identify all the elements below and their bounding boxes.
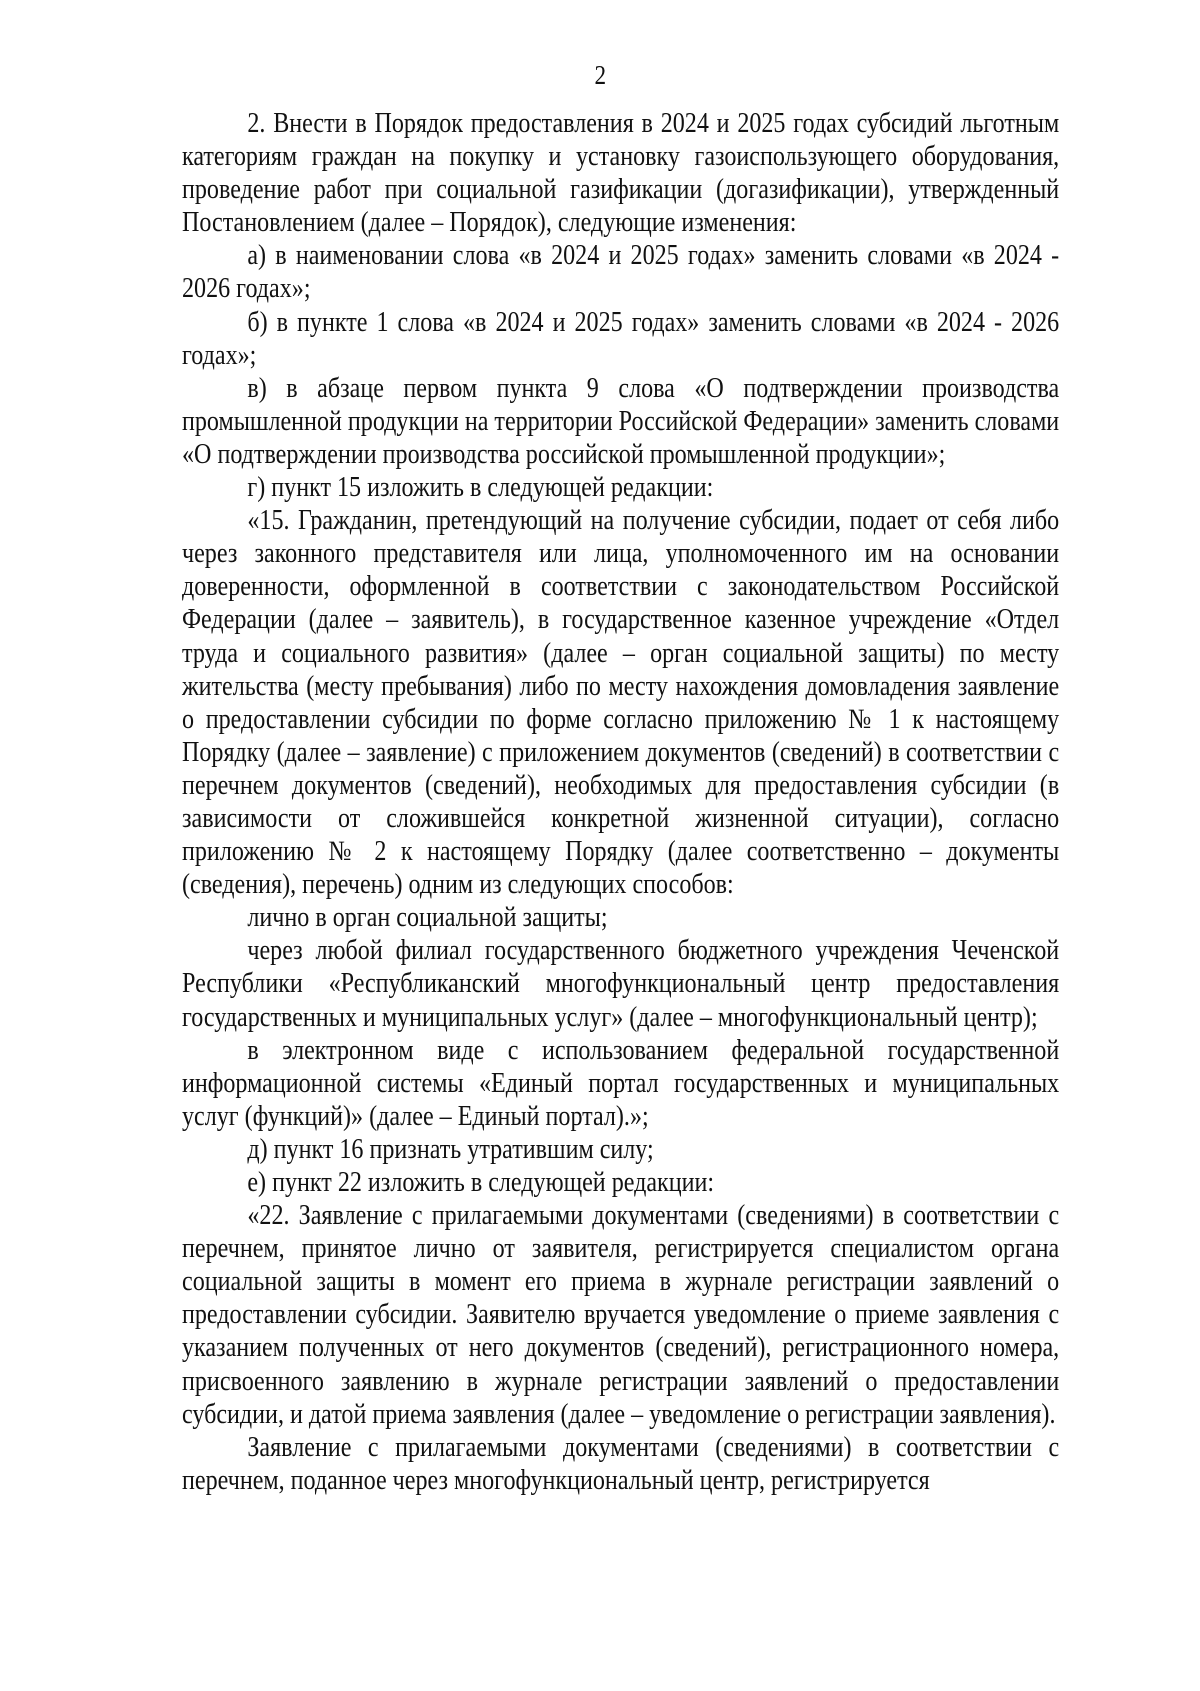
- paragraph-subitem-d: д) пункт 16 признать утратившим силу;: [247, 1133, 654, 1165]
- paragraph-mfc-registration: Заявление с прилагаемыми документами (сведениями) в соответствии с перечнем, поданное через многофункциональный центр, регистрируется: [182, 1431, 1060, 1496]
- paragraph-method-mfc: через любой филиал государственного бюджетного учреждения Чеченской Республики «Республиканский многофункциональный центр предоставления государственных и муниципальных услуг» (далее – многофункциональный центр);: [182, 935, 1060, 1033]
- paragraph-subitem-a: а) в наименовании слова «в 2024 и 2025 годах» заменить словами «в 2024 - 2026 годах»;: [182, 240, 1060, 305]
- paragraph-point-15: «15. Гражданин, претендующий на получение субсидии, подает от себя либо через законного представителя или лица, уполномоченного им на основании доверенности, оформленной в соответствии с законодательством Российской Федерации (далее – заявитель), в государственное казенное учреждение «Отдел труда и социального развития» (далее – орган социальной защиты) по месту жительства (месту пребывания) либо по месту нахождения домовладения заявление о предоставлении субсидии по форме согласно приложению № 1 к настоящему Порядку (далее – заявление) с приложением документов (сведений) в соответствии с перечнем документов (сведений), необходимых для предоставления субсидии (в зависимости от сложившейся конкретной жизненной ситуации), согласно приложению № 2 к настоящему Порядку (далее соответственно – документы (сведения), перечень) одним из следующих способов:: [182, 505, 1060, 901]
- paragraph-subitem-e: е) пункт 22 изложить в следующей редакции:: [247, 1167, 715, 1198]
- paragraph-point-22: «22. Заявление с прилагаемыми документами (сведениями) в соответствии с перечнем, принятое лично от заявителя, регистрируется специалистом органа социальной защиты в момент его приема в журнале регистрации заявлений о предоставлении субсидии. Заявителю вручается уведомление о приеме заявления с указанием полученных от него документов (сведений), регистрационного номера, присвоенного заявлению в журнале регистрации заявлений о предоставлении субсидии, и датой приема заявления (далее – уведомление о регистрации заявления).: [182, 1200, 1060, 1430]
- paragraph-subitem-g: г) пункт 15 изложить в следующей редакции:: [247, 472, 714, 504]
- paragraph-subitem-b: б) в пункте 1 слова «в 2024 и 2025 годах» заменить словами «в 2024 - 2026 годах»;: [182, 306, 1060, 371]
- paragraph-subitem-v: в) в абзаце первом пункта 9 слова «О подтверждении производства промышленной продукции на территории Российской Федерации» заменить словами «О подтверждении производства российской промышленной продукции»;: [182, 372, 1060, 470]
- paragraph-item-2: 2. Внести в Порядок предоставления в 2024 и 2025 годах субсидий льготным категориям граждан на покупку и установку газоиспользующего оборудования, проведение работ при социальной газификации (догазификации), утвержденный Постановлением (далее – Порядок), следующие изменения:: [182, 108, 1060, 239]
- document-body: [182, 107, 1059, 1497]
- paragraph-method-in-person: лично в орган социальной защиты;: [247, 902, 608, 934]
- paragraph-method-electronic: в электронном виде с использованием федеральной государственной информационной системы «Единый портал государственных и муниципальных услуг (функций)» (далее – Единый портал).»;: [182, 1034, 1060, 1132]
- page-number: 2: [594, 60, 607, 90]
